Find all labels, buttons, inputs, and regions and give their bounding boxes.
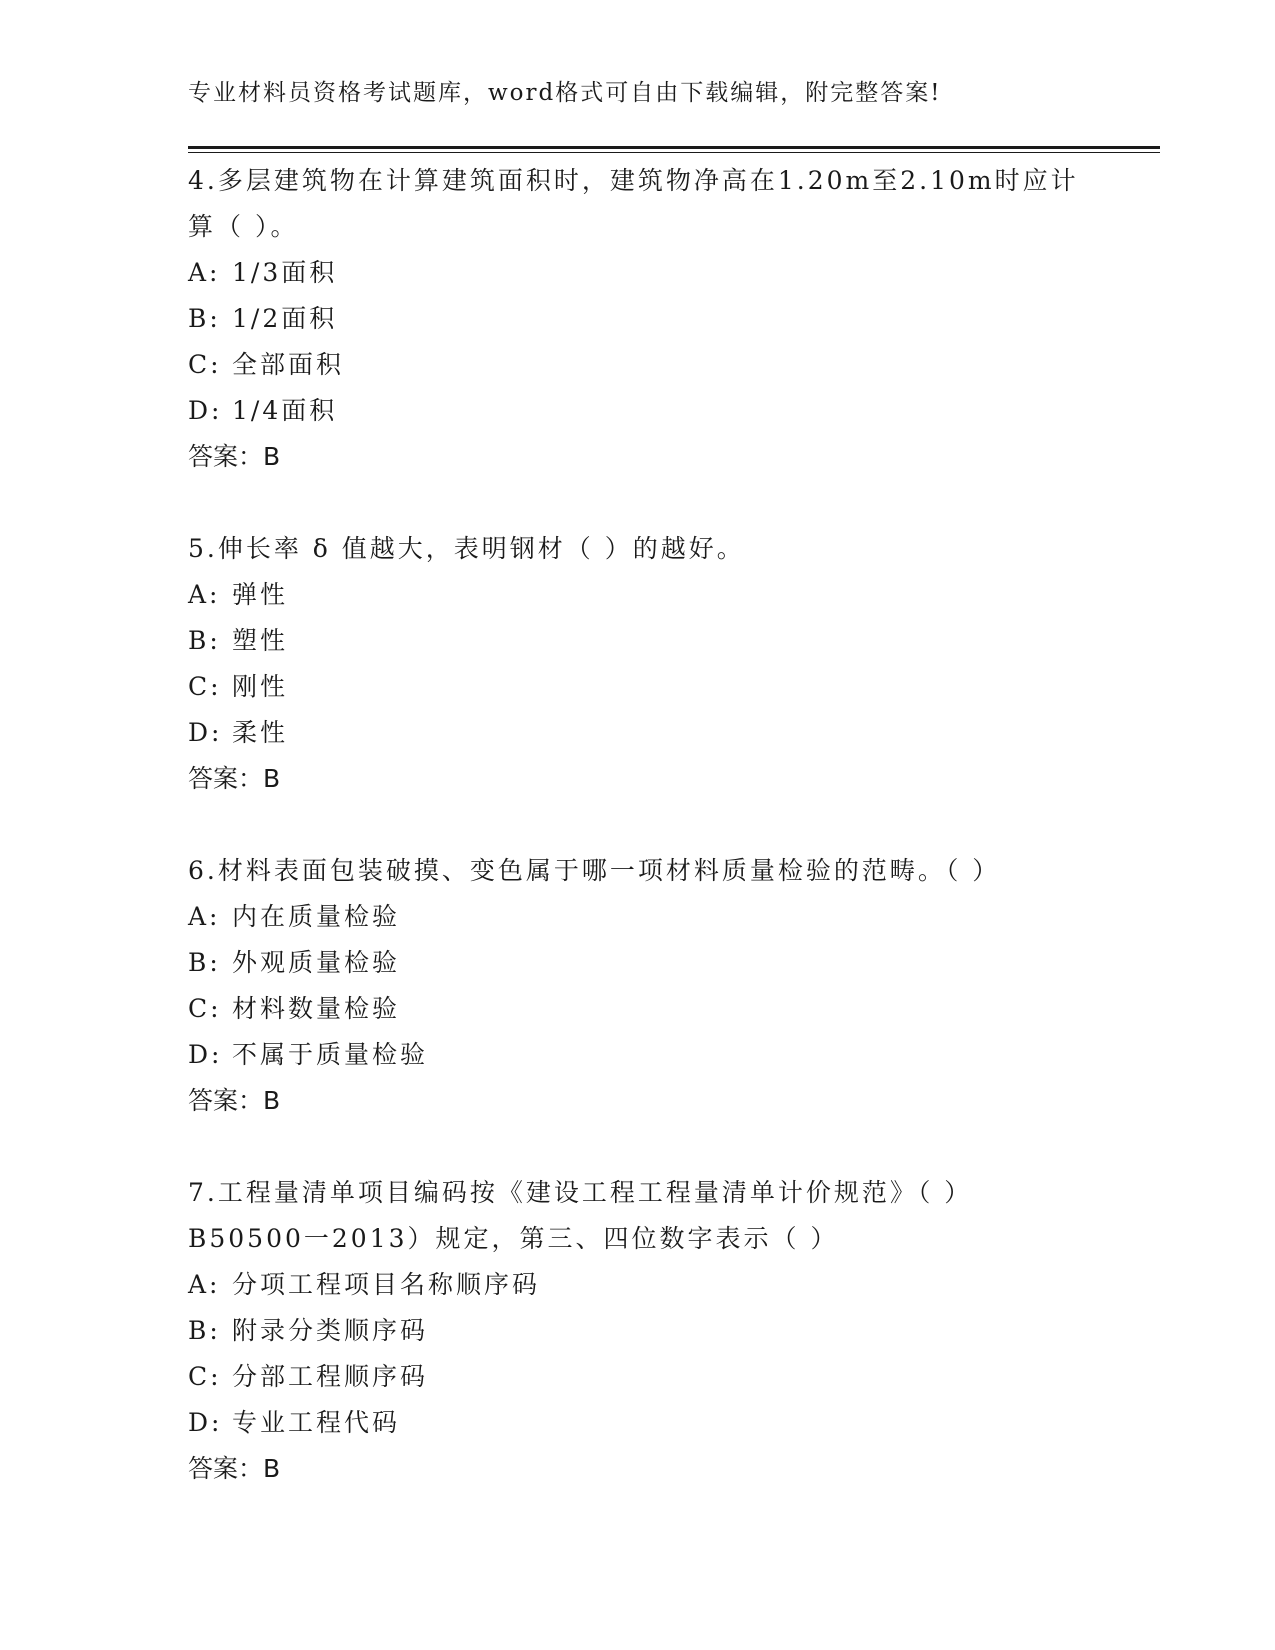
answer-line: 答案：B <box>188 764 281 793</box>
option-text: 1/3面积 <box>232 258 338 287</box>
option-b <box>188 618 1088 664</box>
header-rule <box>188 146 1160 149</box>
option-text: 外观质量检验 <box>232 948 401 977</box>
option-letter: B: <box>188 304 221 333</box>
option-letter: A: <box>188 902 221 931</box>
question-6 <box>188 848 1088 1124</box>
option-letter: A: <box>188 580 221 609</box>
question-4 <box>188 158 1088 480</box>
page-header: 专业材料员资格考试题库，word格式可自由下载编辑，附完整答案! <box>188 80 942 106</box>
question-stem: 4.多层建筑物在计算建筑面积时，建筑物净高在1.20m至2.10m时应计算（ ）。 <box>188 166 1079 241</box>
option-text: 1/2面积 <box>232 304 338 333</box>
option-letter: A: <box>188 258 221 287</box>
option-text: 弹性 <box>232 580 289 609</box>
option-text: 全部面积 <box>232 350 345 379</box>
option-letter: C: <box>188 672 222 701</box>
question-7 <box>188 1170 1088 1492</box>
answer-line: 答案：B <box>188 1454 281 1483</box>
option-text: 不属于质量检验 <box>232 1040 429 1069</box>
question-list <box>188 158 1088 1538</box>
option-letter: A: <box>188 1270 221 1299</box>
option-letter: D: <box>188 718 223 747</box>
option-a <box>188 894 1088 940</box>
option-text: 塑性 <box>232 626 289 655</box>
option-a <box>188 250 1088 296</box>
answer-line: 答案：B <box>188 1086 281 1115</box>
option-letter: D: <box>188 1040 223 1069</box>
option-a <box>188 1262 1088 1308</box>
question-5 <box>188 526 1088 802</box>
option-b <box>188 1308 1088 1354</box>
option-text: 材料数量检验 <box>232 994 401 1023</box>
question-stem: 6.材料表面包装破摸、变色属于哪一项材料质量检验的范畴。（ ） <box>188 856 1001 885</box>
option-letter: D: <box>188 1408 223 1437</box>
option-a <box>188 572 1088 618</box>
option-d <box>188 388 1088 434</box>
option-d <box>188 1032 1088 1078</box>
option-text: 分项工程项目名称顺序码 <box>232 1270 541 1299</box>
option-b <box>188 940 1088 986</box>
option-text: 柔性 <box>232 718 289 747</box>
header-rule-thin <box>188 152 1160 153</box>
option-c <box>188 1354 1088 1400</box>
question-stem: 5.伸长率 δ 值越大，表明钢材（ ）的越好。 <box>188 534 745 563</box>
option-text: 附录分类顺序码 <box>232 1316 429 1345</box>
option-letter: C: <box>188 1362 222 1391</box>
option-c <box>188 664 1088 710</box>
option-letter: B: <box>188 626 221 655</box>
option-d <box>188 1400 1088 1446</box>
option-letter: C: <box>188 994 222 1023</box>
option-letter: C: <box>188 350 222 379</box>
option-letter: D: <box>188 396 223 425</box>
option-b <box>188 296 1088 342</box>
option-text: 内在质量检验 <box>232 902 401 931</box>
option-text: 刚性 <box>232 672 289 701</box>
question-stem: 7.工程量清单项目编码按《建设工程工程量清单计价规范》（ ）B50500一2013）规定，第三、四位数字表示（ ） <box>188 1178 973 1253</box>
option-c <box>188 986 1088 1032</box>
option-text: 专业工程代码 <box>232 1408 401 1437</box>
answer-line: 答案：B <box>188 442 281 471</box>
option-letter: B: <box>188 948 221 977</box>
option-d <box>188 710 1088 756</box>
option-c <box>188 342 1088 388</box>
option-text: 1/4面积 <box>232 396 338 425</box>
option-letter: B: <box>188 1316 221 1345</box>
option-text: 分部工程顺序码 <box>232 1362 429 1391</box>
